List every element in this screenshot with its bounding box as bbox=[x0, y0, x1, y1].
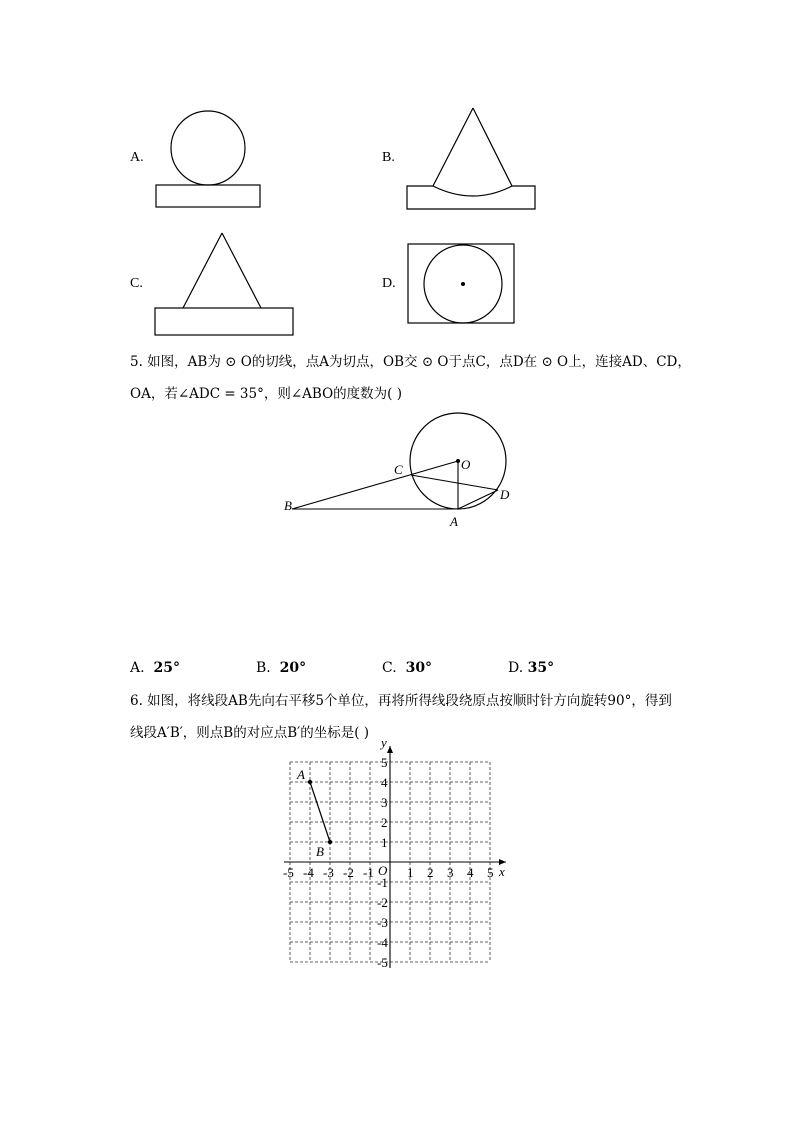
points bbox=[308, 780, 332, 844]
option-a-label[interactable]: A. bbox=[130, 150, 144, 165]
y-tick-label: -3 bbox=[377, 915, 388, 930]
label-o: O bbox=[461, 457, 471, 472]
label-d: D bbox=[500, 487, 510, 502]
x-tick-label: 4 bbox=[467, 865, 474, 880]
q6-stem-line1: 6. 如图，将线段AB先向右平移5个单位，再将所得线段绕原点按顺时针方向旋转90°，得到 bbox=[130, 693, 672, 709]
point-a-label: A bbox=[297, 767, 305, 782]
x-tick-label: -3 bbox=[323, 865, 334, 880]
y-tick-label: -1 bbox=[377, 875, 388, 890]
choice-value: 20° bbox=[279, 660, 307, 676]
x-tick-label: 5 bbox=[487, 865, 494, 880]
y-axis-arrow bbox=[387, 746, 393, 753]
y-tick-label: -5 bbox=[377, 955, 388, 970]
q5-stem-line1: 5. 如图，AB为 ⊙ O的切线，点A为切点，OB交 ⊙ O于点C，点D在 ⊙ O上，连接AD、CD， bbox=[130, 354, 691, 370]
x-tick-label: 2 bbox=[427, 865, 434, 880]
y-tick-label: 3 bbox=[381, 795, 388, 810]
option-d-figure bbox=[402, 238, 522, 330]
y-tick-label: 2 bbox=[381, 815, 388, 830]
coordinate-grid bbox=[280, 740, 520, 976]
option-c-label[interactable]: C. bbox=[130, 276, 143, 291]
y-tick-label: 1 bbox=[381, 835, 388, 850]
q5-figure bbox=[278, 408, 528, 534]
choice-label: D. bbox=[508, 660, 524, 676]
y-tick-label: 4 bbox=[381, 775, 388, 790]
x-tick-label: 3 bbox=[447, 865, 454, 880]
q5-choice-d[interactable] bbox=[508, 658, 554, 678]
y-axis-label: y bbox=[381, 740, 387, 750]
segment-ab bbox=[310, 782, 330, 842]
option-b-label[interactable]: B. bbox=[382, 150, 395, 165]
y-tick-label: -2 bbox=[377, 895, 388, 910]
choice-value: 30° bbox=[405, 660, 433, 676]
x-tick-label: -5 bbox=[283, 865, 294, 880]
option-b-figure bbox=[400, 100, 545, 215]
choice-value: 25° bbox=[153, 660, 180, 676]
y-tick-label: 5 bbox=[381, 755, 388, 770]
choice-label: A. bbox=[130, 660, 145, 676]
q6-stem-line2: 线段A′B′，则点B的对应点B′的坐标是( ) bbox=[130, 725, 370, 741]
q5-choice-c[interactable] bbox=[382, 658, 432, 678]
x-tick-label: -1 bbox=[363, 865, 374, 880]
label-a: A bbox=[450, 514, 458, 529]
point-a bbox=[308, 780, 312, 784]
x-tick-label: -2 bbox=[343, 865, 354, 880]
label-b: B bbox=[284, 498, 292, 513]
option-c-figure bbox=[150, 228, 300, 340]
option-a-figure bbox=[150, 105, 270, 215]
q5-choice-a[interactable] bbox=[130, 658, 180, 678]
choice-label: B. bbox=[256, 660, 271, 676]
x-tick-label: 1 bbox=[407, 865, 414, 880]
point-b-label: B bbox=[316, 844, 324, 859]
point-b bbox=[328, 840, 332, 844]
x-tick-label: -4 bbox=[303, 865, 314, 880]
option-d-label[interactable]: D. bbox=[382, 276, 396, 291]
y-tick-label: -4 bbox=[377, 935, 388, 950]
q5-stem-line2: OA，若∠ADC = 35°，则∠ABO的度数为( ) bbox=[130, 386, 402, 402]
choice-label: C. bbox=[382, 660, 397, 676]
choice-value: 35° bbox=[527, 660, 555, 676]
origin-label: O bbox=[378, 863, 388, 878]
label-c: C bbox=[394, 462, 403, 477]
q5-choice-b[interactable] bbox=[256, 658, 306, 678]
x-axis-label: x bbox=[499, 864, 505, 879]
